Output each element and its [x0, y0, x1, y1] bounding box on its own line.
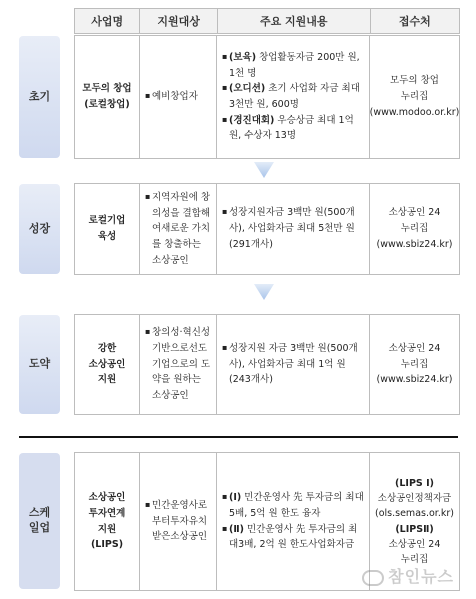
stage-label-scaleup: 스케 일업	[19, 453, 60, 589]
contact-line: (LIPS Ⅰ)	[395, 477, 434, 489]
target-cell	[140, 453, 217, 590]
program-name: 소상공인 투자연계 지원 (LIPS)	[75, 453, 140, 590]
contact-cell: 소상공인 24 누리집 (www.sbiz24.kr)	[376, 342, 453, 386]
header-support: 주요 지원내용	[218, 9, 371, 33]
header-contact: 접수처	[398, 15, 431, 28]
header-program-name: 사업명	[75, 9, 140, 33]
target-item: ▪ 예비창업자	[145, 89, 198, 105]
program-name: 강한 소상공인 지원	[75, 315, 140, 414]
program-name: 모두의 창업 (로컬창업)	[75, 36, 140, 158]
watermark-logo-icon	[362, 570, 384, 586]
down-arrow-icon	[254, 284, 274, 300]
support-item: ▪ (경진대회) 우승상금 최대 1억 원, 수상자 13명	[222, 113, 364, 144]
target-item: ▪ 민간운영사로부터투자유치받은소상공인	[145, 498, 211, 545]
support-cell	[217, 36, 370, 158]
support-item: ▪ 성장지원자금 3백만 원(500개사), 사업화자금 최대 5천만 원(291개사)	[222, 205, 364, 252]
stage-label-growth: 성장	[19, 184, 60, 274]
contact-line: 누리집	[400, 553, 429, 565]
down-arrow-icon	[254, 162, 274, 178]
contact-cell: 소상공인 24 누리집 (www.sbiz24.kr)	[376, 207, 453, 250]
watermark: 참인뉴스	[362, 564, 454, 587]
target-item: ▪ 지역자원에 창의성을 결합해 여새로운 가치를 창출하는 소상공인	[145, 190, 211, 268]
section-divider	[19, 436, 458, 438]
program-name: 로컬기업 육성	[75, 184, 140, 274]
header-target: 지원대상	[140, 9, 217, 33]
contact-line: (LIPSⅡ)	[395, 523, 434, 535]
contact-cell: 모두의 창업 누리집 (www.modoo.or.kr)	[369, 75, 460, 118]
support-cell	[217, 453, 370, 590]
contact-line: (ols.semas.or.kr)	[375, 508, 454, 520]
target-cell	[140, 36, 217, 158]
target-item: ▪ 창의성·혁신성 기반으로선도기업으로의 도약을 원하는 소상공인	[145, 325, 211, 403]
stage-label-leap: 도약	[19, 315, 60, 414]
support-item: ▪ 성장지원 자금 3백만 원(500개사), 사업화자금 최대 1억 원(243개사)	[222, 341, 364, 388]
contact-line: 소상공인정책자금	[377, 493, 452, 505]
target-cell	[140, 184, 217, 274]
table-header	[74, 8, 460, 34]
target-cell	[140, 315, 217, 414]
stage-label-early: 초기	[19, 36, 60, 158]
table-row	[74, 314, 460, 415]
contact-line: 소상공인 24	[388, 538, 441, 550]
support-cell	[217, 184, 370, 274]
support-cell	[217, 315, 370, 414]
table-row	[74, 35, 460, 159]
table-row	[74, 183, 460, 275]
support-item: ▪ (Ⅰ) 민간운영사 先 투자금의 최대 5배, 5억 원 한도 융자	[222, 490, 364, 521]
support-item: ▪ (오디션) 초기 사업화 자금 최대 3천만 원, 600명	[222, 81, 364, 112]
support-item: ▪ (보육) 창업활동자금 200만 원, 1천 명	[222, 50, 364, 81]
support-item: ▪ (Ⅱ) 민간운영사 先 투자금의 최대3배, 2억 원 한도사업화자금	[222, 522, 364, 553]
